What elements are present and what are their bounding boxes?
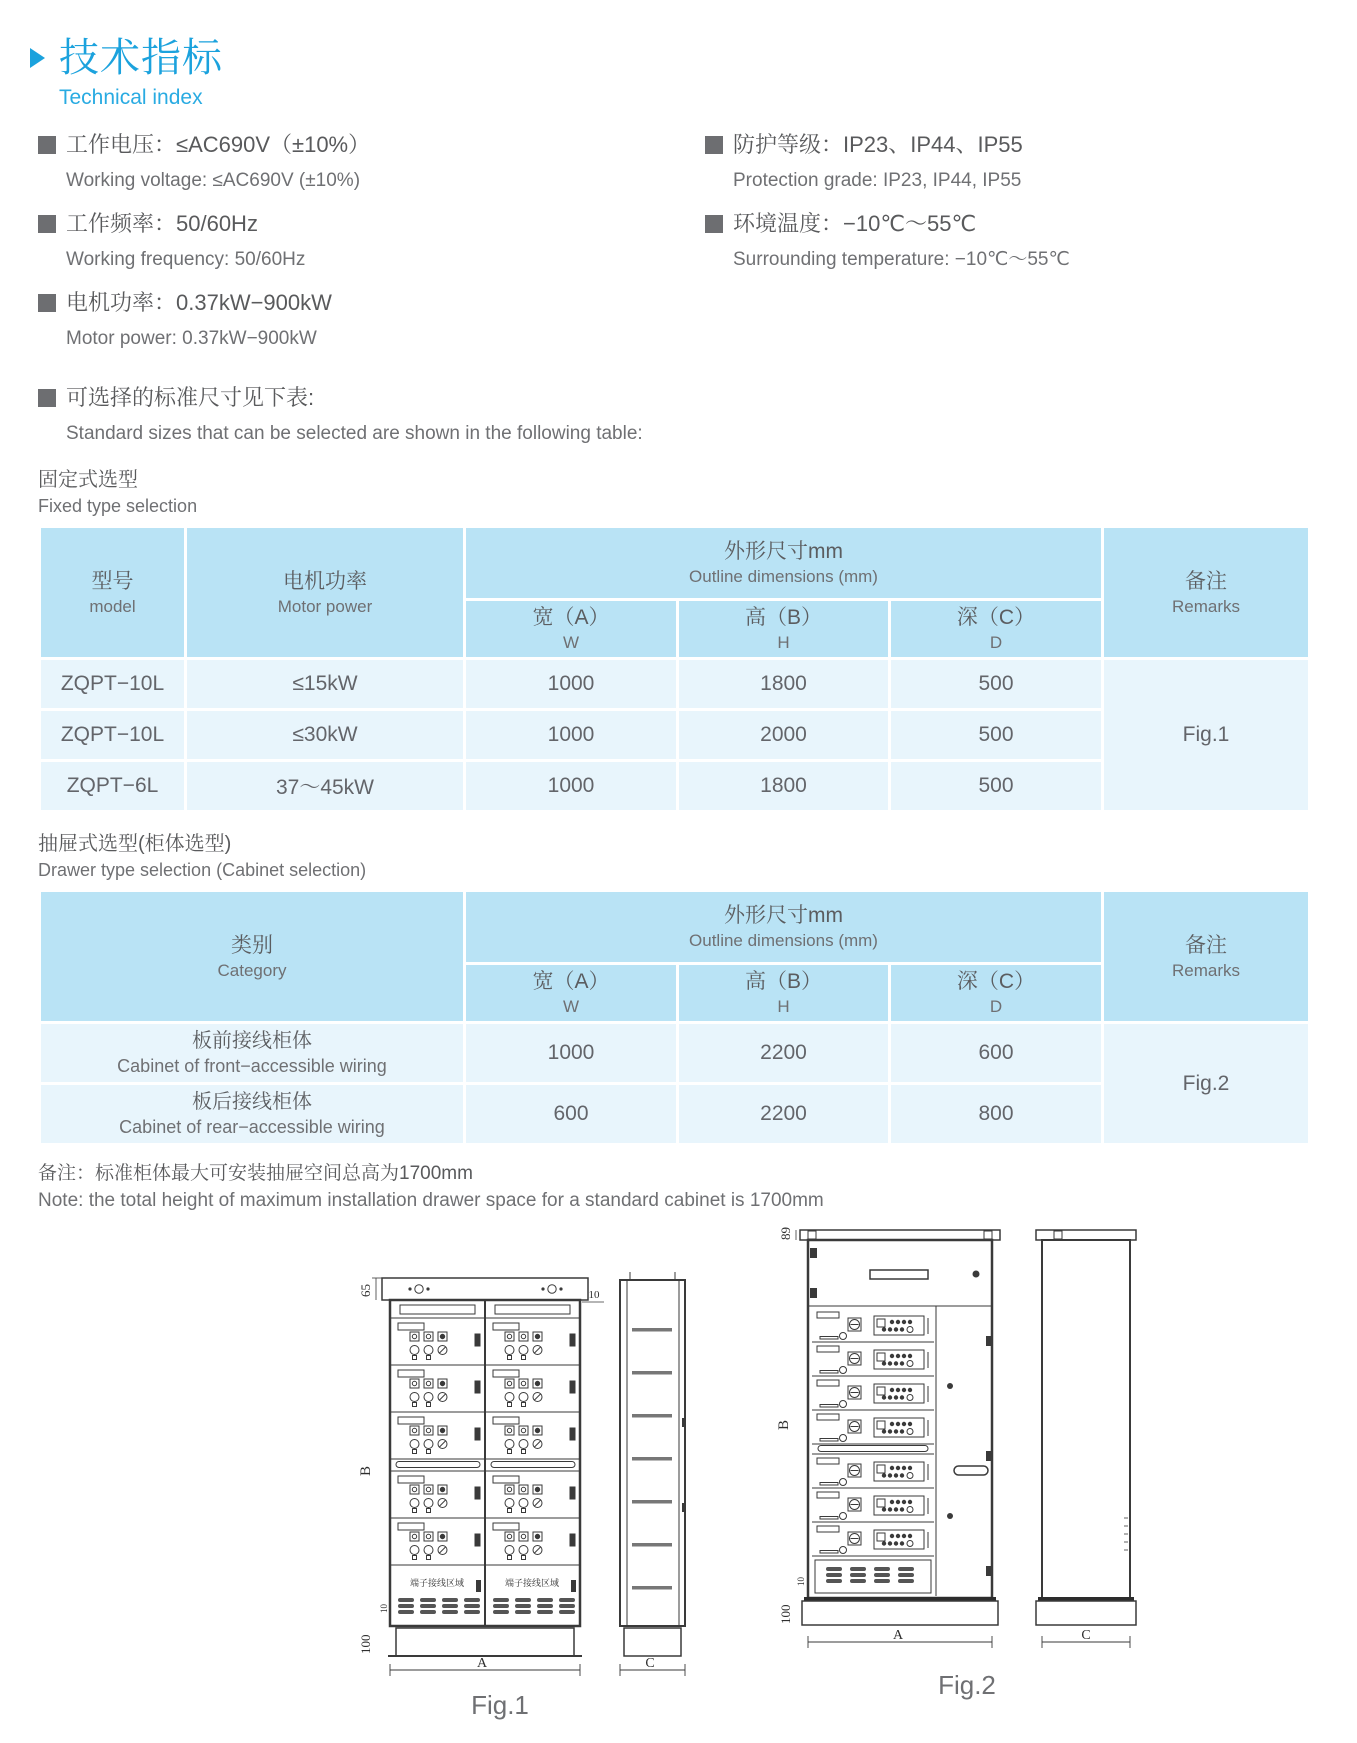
category-text-cn: 板后接线柜体 bbox=[192, 1091, 312, 1113]
spec-column-right bbox=[705, 130, 1310, 367]
cell-height: 2000 bbox=[678, 710, 890, 761]
fig2-caption: Fig.2 bbox=[938, 1670, 996, 1700]
category-text-en: Cabinet of front−accessible wiring bbox=[117, 1056, 387, 1076]
header-text-cn: 高（B） bbox=[744, 970, 822, 993]
fig2-dim-top: 89 bbox=[778, 1227, 793, 1240]
spec-item-standard-sizes bbox=[38, 383, 1310, 449]
header-text-cn: 类别 bbox=[231, 933, 273, 957]
spec-text-en: Motor power: 0.37kW−900kW bbox=[66, 328, 317, 349]
header-text-cn: 电机功率 bbox=[283, 569, 367, 593]
col-header-dimensions bbox=[465, 527, 1103, 600]
spec-text-cn: 工作频率：50/60Hz bbox=[66, 211, 258, 236]
header-text-en: Outline dimensions (mm) bbox=[689, 567, 878, 586]
fig1-terminal-label: 端子接线区域 bbox=[409, 1578, 465, 1588]
fixed-table-label bbox=[38, 467, 1310, 519]
spec-text-cn: 可选择的标准尺寸见下表: bbox=[66, 385, 315, 410]
cell-model: ZQPT−6L bbox=[40, 761, 186, 812]
bullet-square-icon bbox=[705, 215, 723, 233]
fig1-dim-width: A bbox=[476, 1656, 488, 1671]
bullet-square-icon bbox=[38, 136, 56, 154]
header-text-en: H bbox=[777, 633, 790, 652]
cell-height: 2200 bbox=[678, 1023, 890, 1084]
cell-model: ZQPT−10L bbox=[40, 710, 186, 761]
table-row bbox=[40, 659, 1310, 710]
footnote-en: Note: the total height of maximum installation drawer space for a standard cabinet is 1700mm bbox=[38, 1190, 824, 1211]
spec-text-en: Standard sizes that can be selected are shown in the following table: bbox=[66, 423, 643, 444]
drawer-table-label-en: Drawer type selection (Cabinet selection) bbox=[38, 860, 367, 880]
fixed-table-label-en: Fixed type selection bbox=[38, 496, 198, 516]
header-text-en: W bbox=[562, 997, 580, 1016]
col-header-remarks bbox=[1103, 891, 1310, 1023]
header-text-cn: 外形尺寸mm bbox=[724, 540, 843, 563]
cell-remark: Fig.1 bbox=[1103, 659, 1310, 812]
spec-item-working-voltage bbox=[38, 130, 705, 196]
fig1-dim-gap: 10 bbox=[588, 1289, 600, 1301]
cell-power: 37～45kW bbox=[186, 761, 465, 812]
fig2-dim-depth: C bbox=[1081, 1628, 1091, 1643]
header-text-cn: 高（B） bbox=[744, 606, 822, 629]
table-footnote bbox=[38, 1160, 1310, 1214]
spec-text-en: Surrounding temperature: −10℃～55℃ bbox=[733, 249, 1070, 270]
figure-1 bbox=[330, 1268, 730, 1721]
header-text-en: D bbox=[989, 997, 1003, 1016]
cell-depth: 500 bbox=[890, 761, 1103, 812]
fig1-terminal-label: 端子接线区域 bbox=[504, 1578, 560, 1588]
spec-text-cn: 防护等级：IP23、IP44、IP55 bbox=[733, 132, 1023, 157]
fig2-dim-base: 100 bbox=[778, 1604, 793, 1624]
spec-column-left bbox=[38, 130, 705, 367]
spec-item-working-frequency bbox=[38, 209, 705, 275]
bullet-square-icon bbox=[38, 294, 56, 312]
cell-model: ZQPT−10L bbox=[40, 659, 186, 710]
cell-power: ≤30kW bbox=[186, 710, 465, 761]
header-text-en: Remarks bbox=[1171, 596, 1240, 616]
cell-power: ≤15kW bbox=[186, 659, 465, 710]
figures-area bbox=[38, 1218, 1310, 1743]
fig1-caption: Fig.1 bbox=[471, 1690, 529, 1720]
col-header-depth bbox=[890, 964, 1103, 1023]
fig2-dim-height: B bbox=[776, 1419, 792, 1430]
col-header-height bbox=[678, 964, 890, 1023]
spec-item-surrounding-temperature bbox=[705, 209, 1310, 275]
header-text-cn: 深（C） bbox=[956, 970, 1036, 993]
page-subtitle: Technical index bbox=[59, 86, 203, 109]
header-text-en: W bbox=[562, 633, 580, 652]
cell-height: 1800 bbox=[678, 761, 890, 812]
header-text-en: Outline dimensions (mm) bbox=[689, 931, 878, 950]
page-header bbox=[30, 34, 1310, 110]
header-text-cn: 深（C） bbox=[956, 606, 1036, 629]
drawer-table-label bbox=[38, 831, 1310, 883]
cell-width: 1000 bbox=[465, 761, 678, 812]
drawer-table-label-cn: 抽屉式选型(柜体选型) bbox=[38, 833, 232, 855]
cell-depth: 500 bbox=[890, 710, 1103, 761]
cell-depth: 800 bbox=[890, 1084, 1103, 1145]
spec-list bbox=[38, 130, 1310, 367]
section-arrow-icon bbox=[30, 48, 45, 68]
category-text-cn: 板前接线柜体 bbox=[192, 1030, 312, 1052]
page-title: 技术指标 bbox=[59, 36, 223, 80]
col-header-depth bbox=[890, 600, 1103, 659]
header-text-en: D bbox=[989, 633, 1003, 652]
col-header-power bbox=[186, 527, 465, 659]
category-text-en: Cabinet of rear−accessible wiring bbox=[119, 1117, 385, 1137]
spec-text-cn: 环境温度：−10℃～55℃ bbox=[733, 211, 977, 236]
header-text-en: Motor power bbox=[277, 596, 373, 616]
figure-2 bbox=[752, 1218, 1182, 1701]
cell-height: 1800 bbox=[678, 659, 890, 710]
spec-item-motor-power bbox=[38, 288, 705, 354]
col-header-remarks bbox=[1103, 527, 1310, 659]
spec-text-cn: 工作电压：≤AC690V（±10%） bbox=[66, 132, 371, 157]
fig1-dim-inner: 10 bbox=[379, 1604, 389, 1613]
header-text-en: Remarks bbox=[1171, 960, 1240, 980]
cell-category bbox=[40, 1084, 465, 1145]
header-text-en: model bbox=[89, 596, 136, 616]
header-text-cn: 备注 bbox=[1185, 933, 1227, 957]
fig1-dim-base: 100 bbox=[358, 1634, 373, 1654]
cell-depth: 600 bbox=[890, 1023, 1103, 1084]
cell-width: 1000 bbox=[465, 659, 678, 710]
drawer-type-table bbox=[38, 889, 1311, 1146]
footnote-cn: 备注：标准柜体最大可安装抽屉空间总高为1700mm bbox=[38, 1163, 473, 1184]
header-text-cn: 备注 bbox=[1185, 569, 1227, 593]
fig2-dim-width: A bbox=[892, 1628, 904, 1643]
col-header-category bbox=[40, 891, 465, 1023]
fig1-dim-top: 65 bbox=[358, 1284, 373, 1297]
fig2-dim-inner: 10 bbox=[796, 1577, 806, 1586]
header-text-cn: 外形尺寸mm bbox=[724, 904, 843, 927]
col-header-height bbox=[678, 600, 890, 659]
col-header-model bbox=[40, 527, 186, 659]
col-header-width bbox=[465, 600, 678, 659]
header-text-cn: 宽（A） bbox=[532, 970, 610, 993]
fig1-drawing bbox=[330, 1268, 730, 1683]
spec-text-en: Protection grade: IP23, IP44, IP55 bbox=[733, 170, 1022, 191]
cell-width: 1000 bbox=[465, 710, 678, 761]
table-row bbox=[40, 1023, 1310, 1084]
cell-width: 600 bbox=[465, 1084, 678, 1145]
cell-remark: Fig.2 bbox=[1103, 1023, 1310, 1145]
spec-text-en: Working frequency: 50/60Hz bbox=[66, 249, 306, 270]
fig1-dim-depth: C bbox=[645, 1656, 655, 1671]
fixed-table-label-cn: 固定式选型 bbox=[38, 469, 138, 491]
col-header-dimensions bbox=[465, 891, 1103, 964]
header-text-cn: 宽（A） bbox=[532, 606, 610, 629]
cell-category bbox=[40, 1023, 465, 1084]
header-text-en: Category bbox=[217, 960, 287, 980]
cell-depth: 500 bbox=[890, 659, 1103, 710]
cell-height: 2200 bbox=[678, 1084, 890, 1145]
bullet-square-icon bbox=[705, 136, 723, 154]
spec-text-cn: 电机功率：0.37kW−900kW bbox=[66, 290, 332, 315]
fig1-dim-height: B bbox=[358, 1465, 374, 1476]
cell-width: 1000 bbox=[465, 1023, 678, 1084]
spec-item-protection-grade bbox=[705, 130, 1310, 196]
fixed-type-table bbox=[38, 525, 1311, 813]
bullet-square-icon bbox=[38, 215, 56, 233]
header-text-en: H bbox=[777, 997, 790, 1016]
fig2-drawing bbox=[752, 1218, 1182, 1663]
bullet-square-icon bbox=[38, 389, 56, 407]
col-header-width bbox=[465, 964, 678, 1023]
header-text-cn: 型号 bbox=[91, 569, 134, 593]
spec-text-en: Working voltage: ≤AC690V (±10%) bbox=[66, 170, 361, 191]
